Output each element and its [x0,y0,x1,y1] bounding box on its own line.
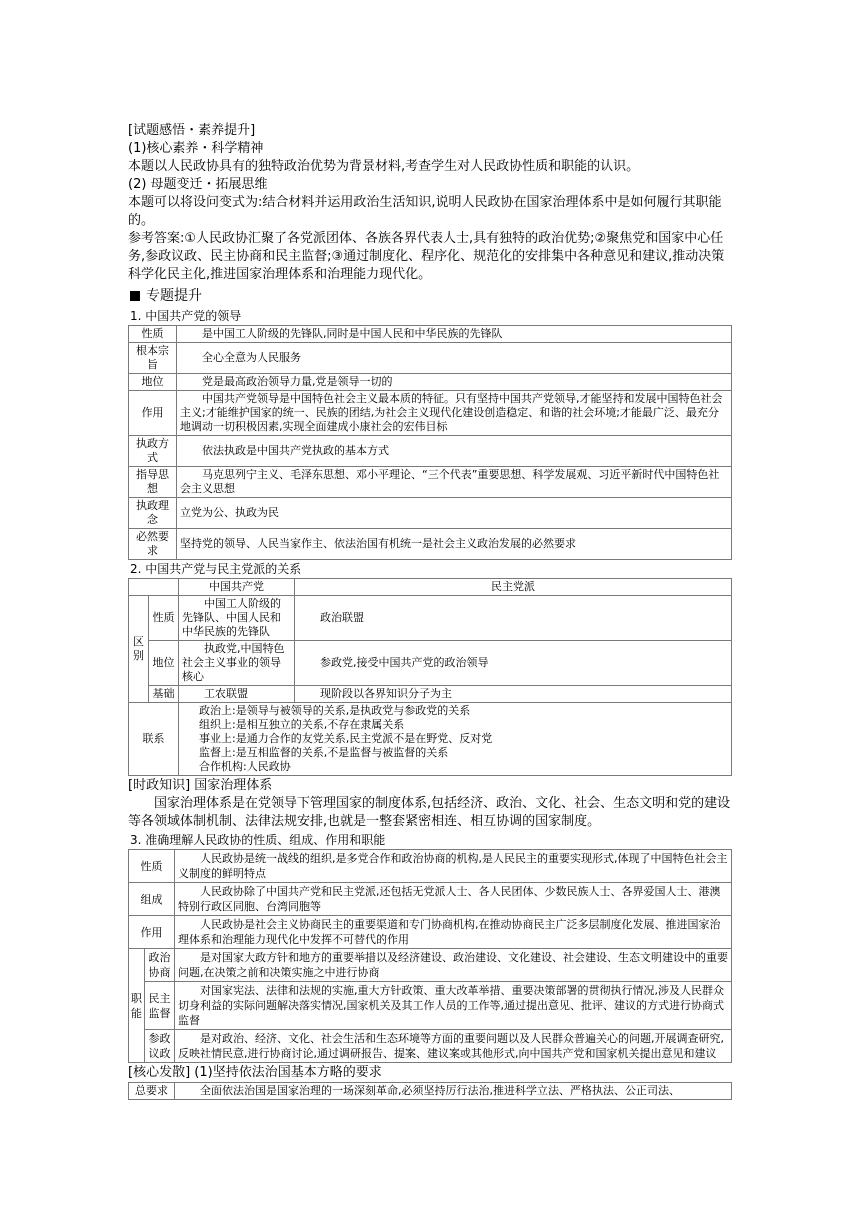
table-row [129,703,732,776]
dem-value: 参政党,接受中国共产党的政治领导 [295,641,732,686]
core-heading [128,1064,732,1082]
link-item: 合作机构:人民政协 [199,760,291,773]
header-cpc: 中国共产党 [179,579,295,596]
party-relation-table [128,578,732,776]
row-value: 全心全意为人民服务 [177,343,732,374]
row-label: 地位 [149,641,179,686]
section-title: 专题提升 [146,288,202,304]
link-item: 组织上:是相互独立的关系,不存在隶属关系 [199,718,405,731]
row-label: 地位 [129,374,177,391]
dem-value: 政治联盟 [295,596,732,641]
intro-answer: 参考答案:①人民政协汇聚了各党派团体、各族各界代表人士,具有独特的政治优势;②聚焦党和国家中心任务,参政议政、民主协商和民主监督;③通过制度化、程序化、规范化的安排集中各种意见和建议,推动决策科学化民主化,推进国家治理体系和治理能力现代化。 [128,231,725,282]
difference-label: 区别 [129,596,149,703]
row-label: 基础 [149,686,179,703]
table3-title: 3. 准确理解人民政协的性质、组成、作用和职能 [130,833,386,847]
link-value [179,703,732,776]
square-bullet-icon [130,291,140,301]
cpc-leadership-table [128,325,732,560]
row-value: 是对政治、经济、文化、社会生活和生态环境等方面的重要问题以及人民群众普遍关心的问题,开展调查研究,反映社情民意,进行协商讨论,通过调研报告、提案、建议案或其他形式,向中国共产党和国家机关提出意见和建议 [175,1030,732,1063]
row-label: 作用 [129,391,177,436]
row-value: 中国共产党领导是中国特色社会主义最本质的特征。只有坚持中国共产党领导,才能坚持和发展中国特色社会主义;才能维护国家的统一、民族的团结,为社会主义现代化建设创造稳定、和谐的社会环境;才能最广泛、最充分地调动一切积极因素,实现全面建成小康社会的宏伟目标 [177,391,732,436]
table-row [129,467,732,498]
row-value: 依法执政是中国共产党执政的基本方式 [177,436,732,467]
table-row [129,343,732,374]
table-row [129,641,732,686]
header-democratic-parties: 民主党派 [295,579,732,596]
table-row [129,1030,732,1063]
table-row [129,596,732,641]
link-item: 监督上:是互相监督的关系,不是监督与被监督的关系 [199,746,449,759]
row-value: 马克思列宁主义、毛泽东思想、邓小平理论、“三个代表”重要思想、科学发展观、习近平新时代中国特色社会主义思想 [177,467,732,498]
function-label: 职能 [129,949,145,1063]
link-item: 事业上:是通力合作的友党关系,民主党派不是在野党、反对党 [199,732,493,745]
knowledge-text: 国家治理体系是在党领导下管理国家的制度体系,包括经济、政治、文化、社会、生态文明和党的建设等各领域体制机制、法律法规安排,也就是一整套紧密相连、相互协调的国家制度。 [128,796,731,829]
table-row [129,529,732,560]
table-row [129,916,732,949]
knowledge-tag: [时政知识] [128,778,191,793]
table-row [129,391,732,436]
dem-value: 现阶段以各界知识分子为主 [295,686,732,703]
table-header-row [129,579,732,596]
intro-variation: (2) 母题变迁・拓展思维 [128,177,268,192]
knowledge-heading [128,777,732,795]
table-row [129,949,732,982]
row-value: 是对国家大政方针和地方的重要举措以及经济建设、政治建设、文化建设、社会建设、生态文明建设中的重要问题,在决策之前和决策实施之中进行协商 [175,949,732,982]
cppcc-table [128,849,732,1063]
intro-summary: 本题以人民政协具有的独特政治优势为背景材料,考查学生对人民政协性质和职能的认识。 [128,159,640,174]
row-value: 党是最高政治领导力量,党是领导一切的 [177,374,732,391]
table-row [129,436,732,467]
row-value: 全面依法治国是国家治理的一场深刻革命,必须坚持厉行法治,推进科学立法、严格执法、公正司法、 [175,1083,732,1100]
row-value: 坚持党的领导、人民当家作主、依法治国有机统一是社会主义政治发展的必然要求 [177,529,732,560]
table-row [129,883,732,916]
cpc-value: 执政党,中国特色社会主义事业的领导核心 [179,641,295,686]
intro-tag: [试题感悟・素养提升] [128,123,256,138]
row-value: 人民政协除了中国共产党和民主党派,还包括无党派人士、各人民团体、少数民族人士、各界爱国人士、港澳特别行政区同胞、台湾同胞等 [175,883,732,916]
cpc-value: 中国工人阶级的先锋队、中国人民和中华民族的先锋队 [179,596,295,641]
intro-question: 本题可以将设问变式为:结合材料并运用政治生活知识,说明人民政协在国家治理体系中是如何履行其职能的。 [128,195,722,228]
row-value: 立党为公、执政为民 [177,498,732,529]
row-value: 人民政协是社会主义协商民主的重要渠道和专门协商机构,在推动协商民主广泛多层制度化发展、推进国家治理体系和治理能力现代化中发挥不可替代的作用 [175,916,732,949]
table-row [129,374,732,391]
row-label: 政治协商 [145,949,175,982]
table-row [129,982,732,1030]
row-label: 民主监督 [145,982,175,1030]
rule-of-law-table [128,1082,732,1100]
row-value: 是中国工人阶级的先锋队,同时是中国人民和中华民族的先锋队 [177,326,732,343]
row-label: 参政议政 [145,1030,175,1063]
row-value: 对国家宪法、法律和法规的实施,重大方针政策、重大改革举措、重要决策部署的贯彻执行情况,涉及人民群众切身利益的实际问题解决落实情况,国家机关及其工作人员的工作等,通过提出意见、批评、建议的方式进行协商式监督 [175,982,732,1030]
row-label: 根本宗旨 [129,343,177,374]
table-row [129,1083,732,1100]
table-row [129,686,732,703]
row-label: 性质 [129,850,175,883]
table-row [129,850,732,883]
knowledge-title: 国家治理体系 [194,778,273,793]
table-row [129,498,732,529]
section-heading [128,286,732,306]
core-tag: [核心发散] [128,1065,191,1080]
row-label: 总要求 [129,1083,175,1100]
row-label: 必然要求 [129,529,177,560]
row-label: 作用 [129,916,175,949]
row-label: 性质 [129,326,177,343]
document-page [128,122,732,1100]
row-label: 执政方式 [129,436,177,467]
header-blank-cell [129,579,179,596]
row-value: 人民政协是统一战线的组织,是多党合作和政治协商的机构,是人民民主的重要实现形式,体现了中国特色社会主义制度的鲜明特点 [175,850,732,883]
row-label: 组成 [129,883,175,916]
core-title: (1)坚持依法治国基本方略的要求 [194,1065,382,1080]
row-label: 指导思想 [129,467,177,498]
link-label: 联系 [129,703,179,776]
table2-title: 2. 中国共产党与民主党派的关系 [130,562,302,576]
table-row [129,326,732,343]
table1-title: 1. 中国共产党的领导 [130,309,242,323]
row-label: 性质 [149,596,179,641]
intro-core-literacy: (1)核心素养・科学精神 [128,141,264,156]
row-label: 执政理念 [129,498,177,529]
cpc-value: 工农联盟 [179,686,295,703]
link-item: 政治上:是领导与被领导的关系,是执政党与参政党的关系 [199,704,471,717]
